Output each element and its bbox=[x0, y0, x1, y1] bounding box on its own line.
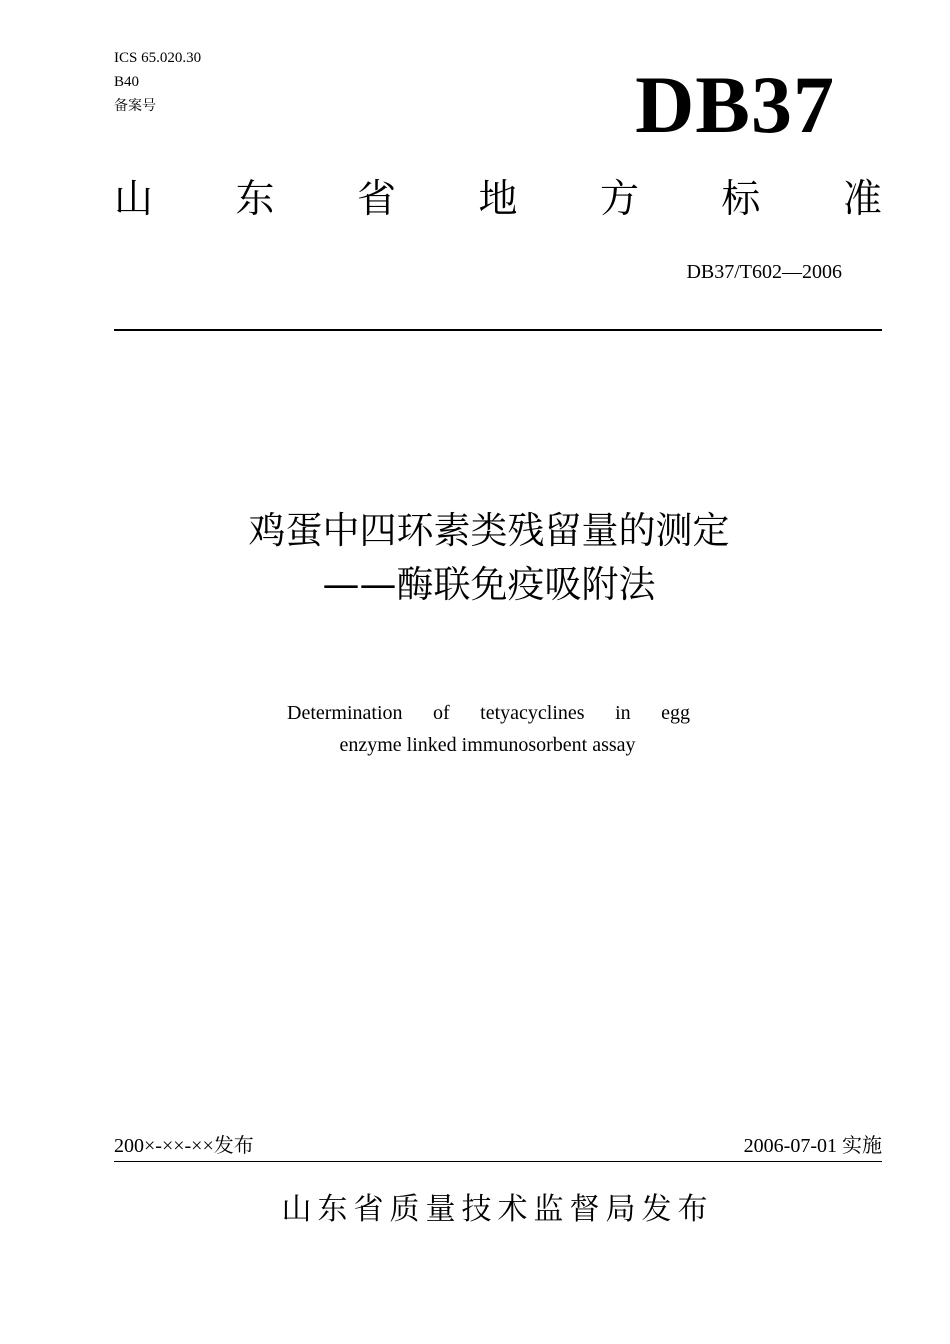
standard-title-char: 方 bbox=[599, 177, 639, 222]
filing-number-label: 备案号 bbox=[114, 98, 156, 114]
standard-number: DB37/T602—2006 bbox=[686, 261, 842, 283]
classification-code: B40 bbox=[114, 74, 140, 90]
english-title-line-2: enzyme linked immunosorbent assay bbox=[339, 734, 636, 756]
standard-title-char: 标 bbox=[721, 177, 761, 222]
standard-type-title bbox=[114, 175, 882, 225]
standard-title-char: 地 bbox=[478, 177, 518, 222]
chinese-title-line-2: ——酶联免疫吸附法 bbox=[322, 563, 656, 606]
english-title-word: egg bbox=[661, 702, 690, 724]
english-title-word: of bbox=[433, 702, 450, 724]
standard-title-char: 准 bbox=[842, 177, 882, 222]
english-title-word: Determination bbox=[287, 702, 403, 724]
ics-code: ICS 65.020.30 bbox=[114, 50, 202, 66]
english-title-line-1 bbox=[287, 700, 690, 726]
db-code-logo: DB37 bbox=[635, 59, 835, 150]
publisher: 山东省质量技术监督局发布 bbox=[281, 1192, 714, 1227]
standard-title-char: 东 bbox=[235, 177, 275, 222]
footer-divider bbox=[114, 1161, 882, 1162]
header-divider bbox=[114, 329, 882, 331]
english-title-word: tetyacyclines bbox=[480, 702, 585, 724]
standard-title-char: 省 bbox=[356, 177, 396, 222]
chinese-title-line-1: 鸡蛋中四环素类残留量的测定 bbox=[248, 509, 730, 552]
english-title-word: in bbox=[615, 702, 631, 724]
effective-date: 2006-07-01 实施 bbox=[743, 1135, 882, 1157]
standard-title-char: 山 bbox=[114, 177, 154, 222]
issue-date: 200×-××-××发布 bbox=[114, 1135, 254, 1157]
